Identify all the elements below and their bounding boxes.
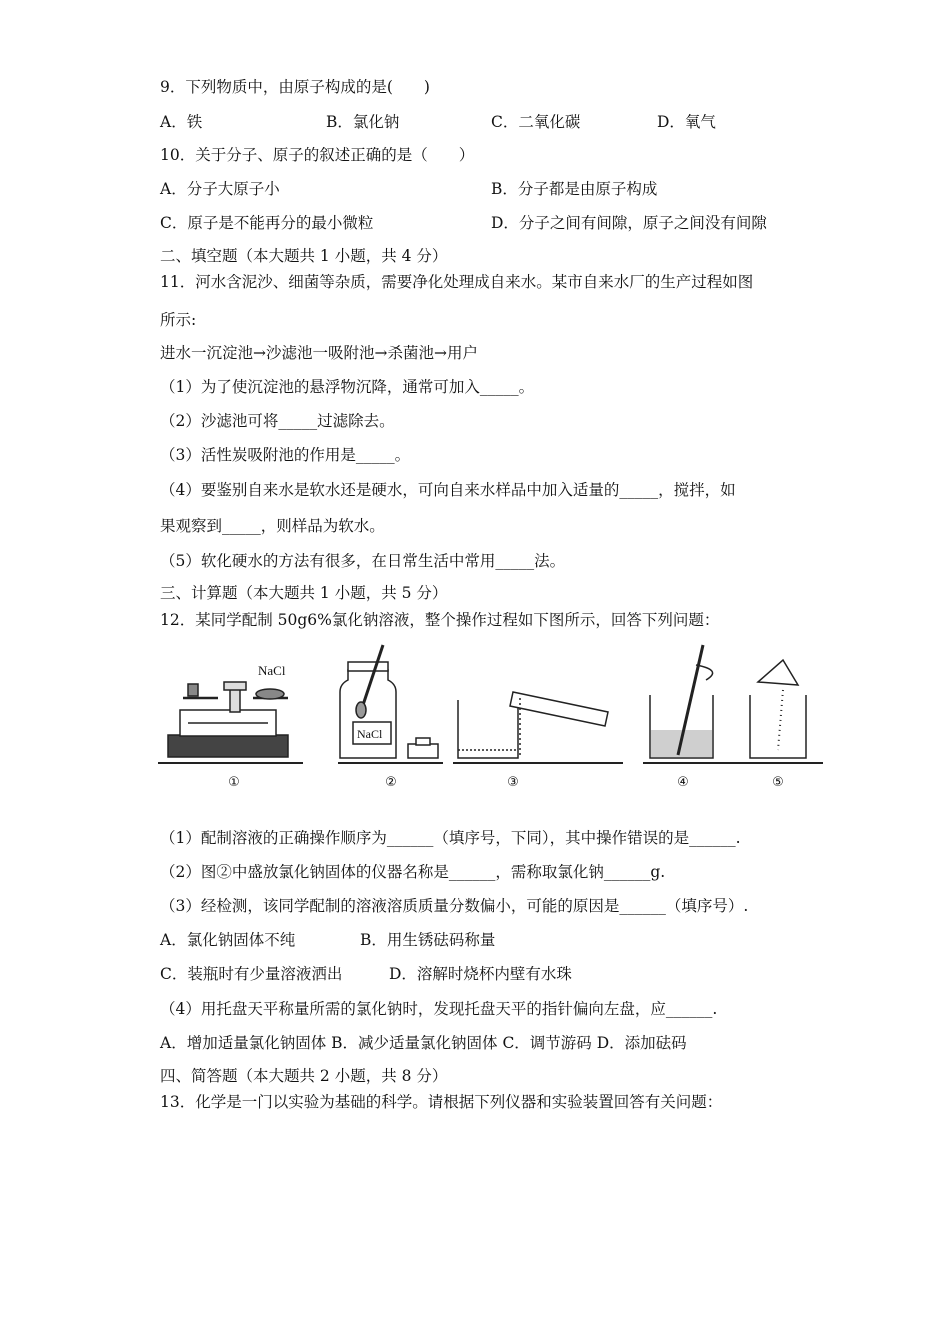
q10-option-b: B．分子都是由原子构成 xyxy=(491,180,658,198)
reagent-bottle-illustration xyxy=(338,645,443,763)
q11-part5: （5）软化硬水的方法有很多，在日常生活中常用_____法。 xyxy=(160,552,566,570)
q13-stem: 13．化学是一门以实验为基础的科学。请根据下列仪器和实验装置回答有关问题： xyxy=(160,1093,723,1111)
q11-part2: （2）沙滤池可将_____过滤除去。 xyxy=(160,412,395,430)
q12-part4: （4）用托盘天平称量所需的氯化钠时，发现托盘天平的指针偏向左盘，应______. xyxy=(160,1000,718,1018)
q12-part4-options: A．增加适量氯化钠固体 B．减少适量氯化钠固体 C．调节游码 D．添加砝码 xyxy=(160,1034,687,1052)
q10-stem: 10．关于分子、原子的叙述正确的是（ ） xyxy=(160,146,475,164)
q11-stem-line1: 11．河水含泥沙、细菌等杂质，需要净化处理成自来水。某市自来水厂的生产过程如图 xyxy=(160,273,754,291)
q12-part1: （1）配制溶液的正确操作顺序为______（填序号，下同），其中操作错误的是______. xyxy=(160,829,741,847)
step-label-5: ⑤ xyxy=(772,775,784,790)
step-label-1: ① xyxy=(228,775,240,790)
pouring-illustration xyxy=(743,660,823,763)
nacl-label-balance: NaCl xyxy=(258,663,286,678)
q11-process-flow: 进水一沉淀池→沙滤池一吸附池→杀菌池→用户 xyxy=(160,344,478,362)
q12-stem: 12．某同学配制 50g6%氯化钠溶液，整个操作过程如下图所示，回答下列问题： xyxy=(160,611,720,629)
beaker-cylinder-illustration xyxy=(453,692,623,763)
section3-heading: 三、计算题（本大题共 1 小题，共 5 分） xyxy=(160,584,448,602)
q12-part3-option-c: C．装瓶时有少量溶液洒出 xyxy=(160,965,343,983)
step-label-3: ③ xyxy=(507,775,519,790)
q9-option-b: B．氯化钠 xyxy=(326,113,400,131)
q10-option-c: C．原子是不能再分的最小微粒 xyxy=(160,214,374,232)
q10-option-d: D．分子之间有间隙，原子之间没有间隙 xyxy=(491,214,767,232)
balance-illustration xyxy=(158,682,303,763)
q12-figure xyxy=(158,640,838,800)
step-label-4: ④ xyxy=(677,775,689,790)
q9-option-c: C．二氧化碳 xyxy=(491,113,581,131)
q12-part3: （3）经检测，该同学配制的溶液溶质质量分数偏小，可能的原因是______（填序号）. xyxy=(160,897,749,915)
q12-part3-option-b: B．用生锈砝码称量 xyxy=(360,931,496,949)
q11-part4-line2: 果观察到_____，则样品为软水。 xyxy=(160,517,385,535)
q9-option-d: D．氧气 xyxy=(657,113,716,131)
q9-option-a: A．铁 xyxy=(160,113,203,131)
nacl-label-bottle: NaCl xyxy=(357,727,383,741)
step-label-2: ② xyxy=(385,775,397,790)
q10-option-a: A．分子大原子小 xyxy=(160,180,280,198)
q11-part3: （3）活性炭吸附池的作用是_____。 xyxy=(160,446,411,464)
stirring-illustration xyxy=(643,645,748,763)
q9-stem: 9．下列物质中，由原子构成的是( ) xyxy=(160,78,430,96)
q12-part3-option-d: D．溶解时烧杯内壁有水珠 xyxy=(389,965,572,983)
section4-heading: 四、简答题（本大题共 2 小题，共 8 分） xyxy=(160,1067,448,1085)
q11-part4-line1: （4）要鉴别自来水是软水还是硬水，可向自来水样品中加入适量的_____，搅拌，如 xyxy=(160,481,736,499)
q12-part3-option-a: A．氯化钠固体不纯 xyxy=(160,931,296,949)
q11-stem-line2: 所示: xyxy=(160,311,197,329)
section2-heading: 二、填空题（本大题共 1 小题，共 4 分） xyxy=(160,247,448,265)
q12-part2: （2）图②中盛放氯化钠固体的仪器名称是______，需称取氯化钠______g. xyxy=(160,863,666,881)
q11-part1: （1）为了使沉淀池的悬浮物沉降，通常可加入_____。 xyxy=(160,378,535,396)
